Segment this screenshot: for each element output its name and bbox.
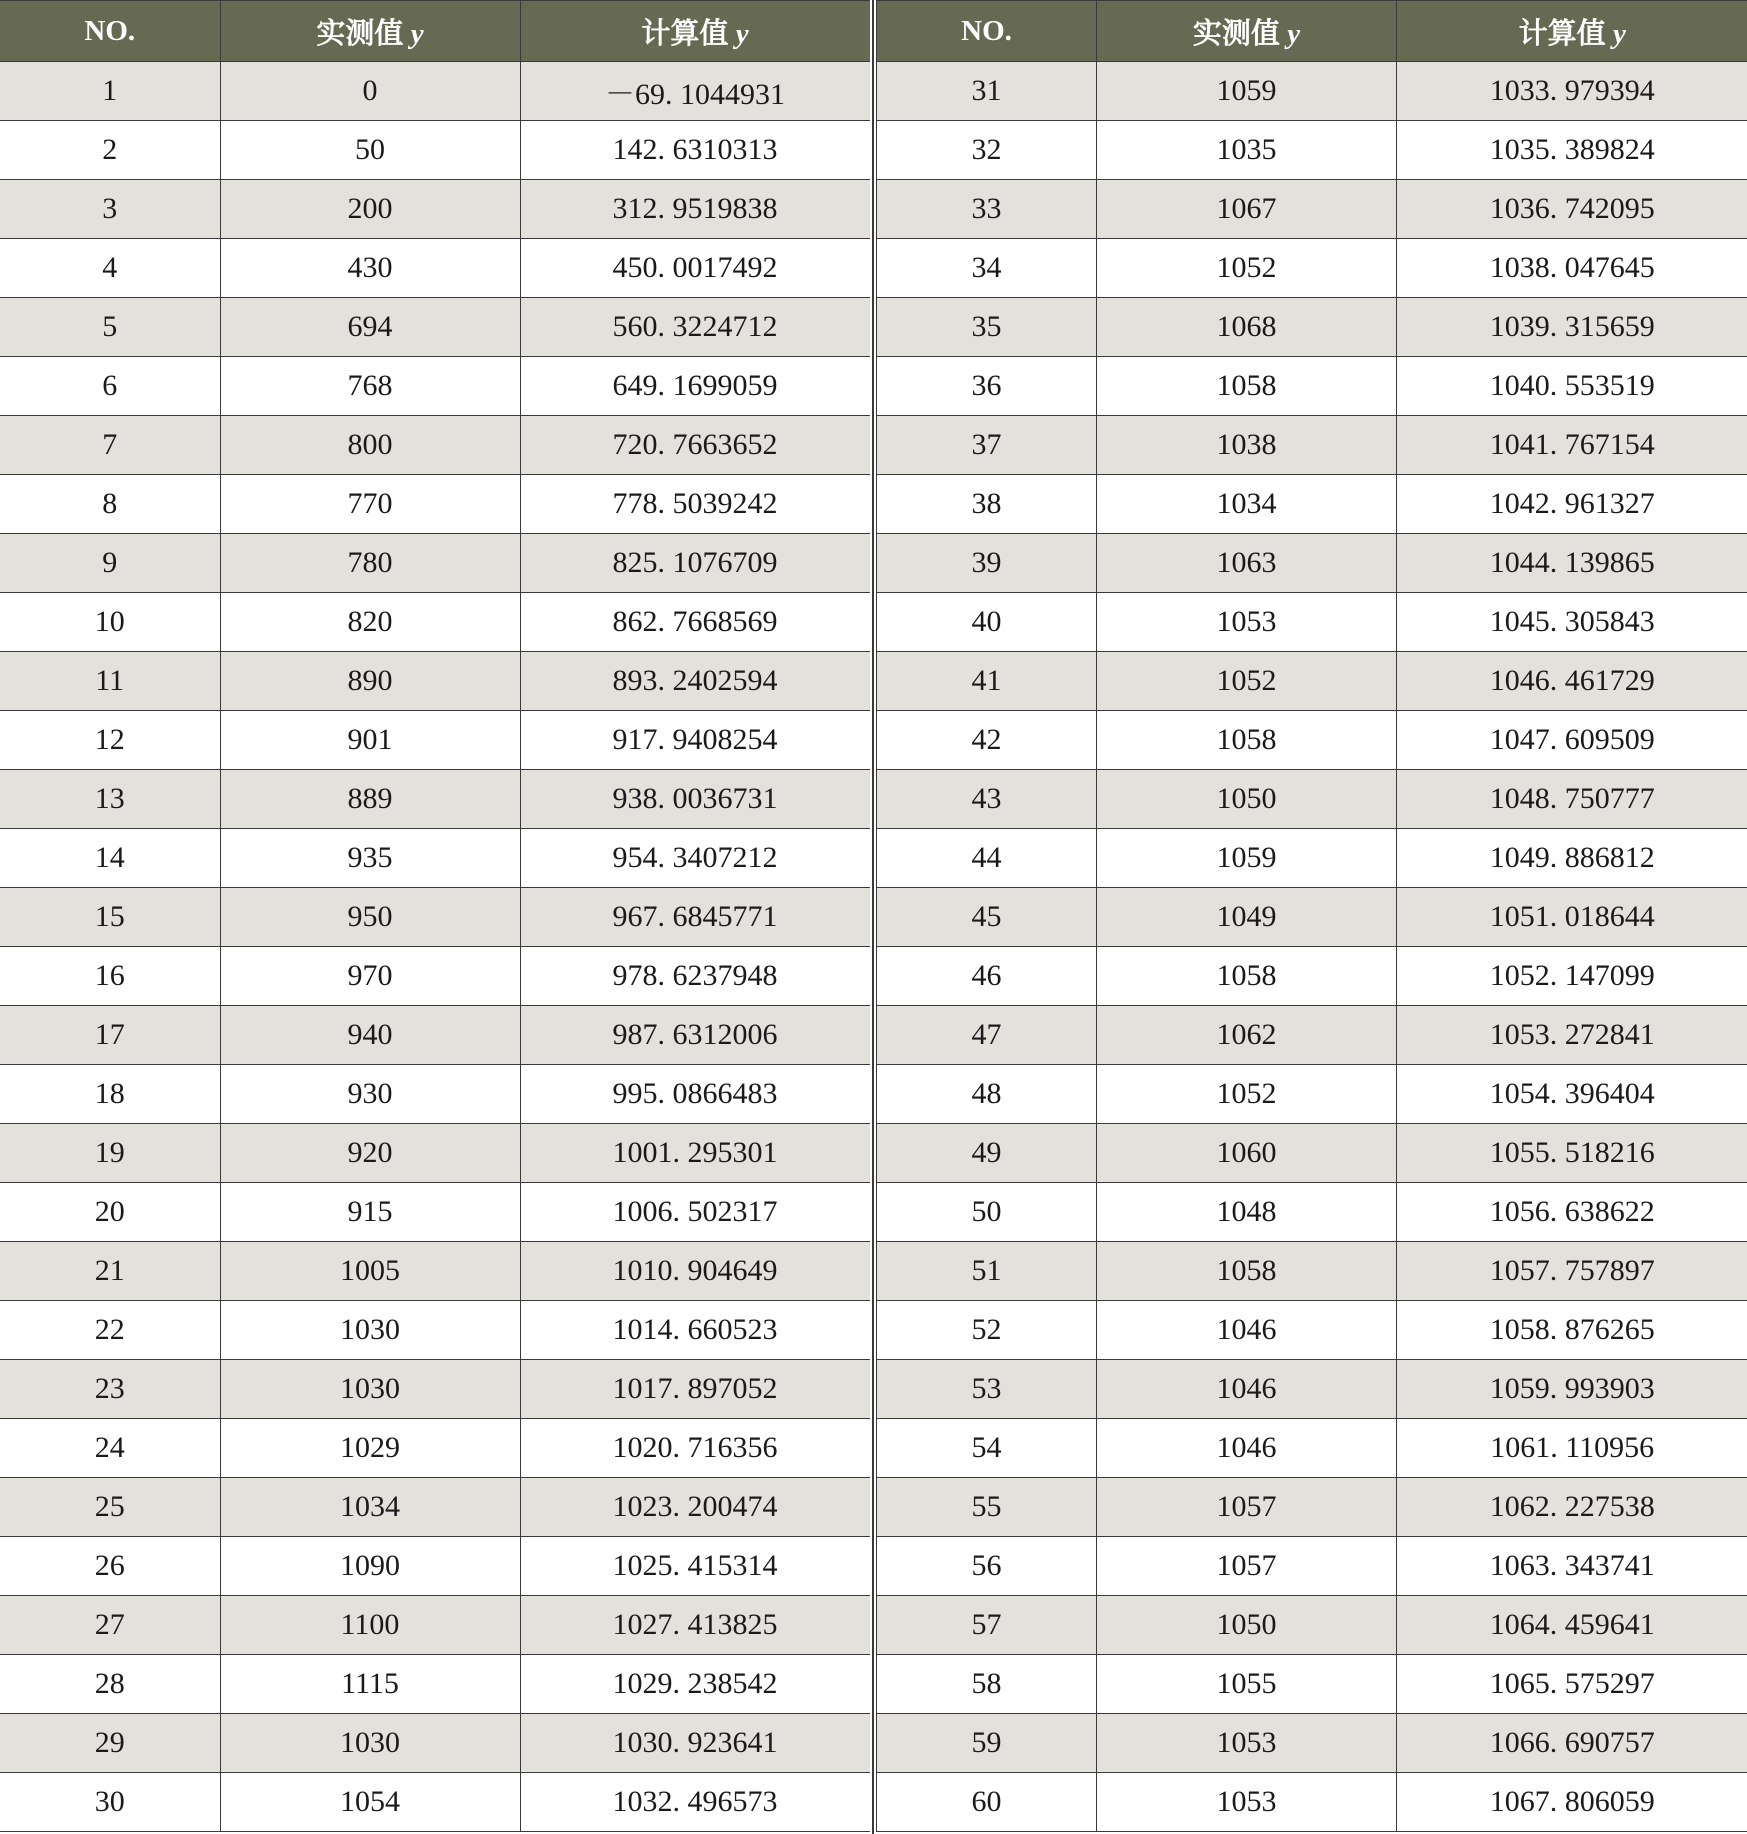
table-row <box>0 1006 870 1065</box>
cell-no: 53 <box>877 1360 1097 1419</box>
table-row <box>877 888 1747 947</box>
cell-calculated-y: 1063. 343741 <box>1397 1537 1747 1596</box>
cell-no: 34 <box>877 239 1097 298</box>
cell-no: 43 <box>877 770 1097 829</box>
cell-no: 32 <box>877 121 1097 180</box>
cell-no: 22 <box>0 1301 220 1360</box>
cell-calculated-y: 1048. 750777 <box>1397 770 1747 829</box>
col-header-measured-label: 实测值 <box>316 17 411 50</box>
cell-no: 30 <box>0 1773 220 1832</box>
table-row <box>877 239 1747 298</box>
cell-calculated-y: 1057. 757897 <box>1397 1242 1747 1301</box>
cell-measured-y: 1005 <box>220 1242 520 1301</box>
cell-calculated-y: 954. 3407212 <box>520 829 870 888</box>
cell-no: 44 <box>877 829 1097 888</box>
cell-measured-y: 1029 <box>220 1419 520 1478</box>
table-row <box>0 888 870 947</box>
cell-no: 41 <box>877 652 1097 711</box>
cell-calculated-y: 1025. 415314 <box>520 1537 870 1596</box>
cell-no: 40 <box>877 593 1097 652</box>
cell-no: 17 <box>0 1006 220 1065</box>
cell-measured-y: 800 <box>220 416 520 475</box>
cell-calculated-y: 1040. 553519 <box>1397 357 1747 416</box>
table-row <box>877 1537 1747 1596</box>
table-row <box>0 1242 870 1301</box>
cell-measured-y: 935 <box>220 829 520 888</box>
table-row <box>0 1183 870 1242</box>
cell-measured-y: 901 <box>220 711 520 770</box>
cell-no: 10 <box>0 593 220 652</box>
cell-measured-y: 1046 <box>1097 1419 1397 1478</box>
cell-measured-y: 889 <box>220 770 520 829</box>
cell-calculated-y: 1051. 018644 <box>1397 888 1747 947</box>
cell-measured-y: 1060 <box>1097 1124 1397 1183</box>
cell-calculated-y: 1006. 502317 <box>520 1183 870 1242</box>
cell-no: 5 <box>0 298 220 357</box>
cell-calculated-y: 1044. 139865 <box>1397 534 1747 593</box>
table-row <box>0 475 870 534</box>
table-row <box>0 1655 870 1714</box>
cell-no: 46 <box>877 947 1097 1006</box>
cell-measured-y: 890 <box>220 652 520 711</box>
table-row <box>0 121 870 180</box>
table-row <box>877 475 1747 534</box>
cell-measured-y: 1052 <box>1097 652 1397 711</box>
table-row <box>877 1419 1747 1478</box>
table-row <box>0 1419 870 1478</box>
table-row <box>0 239 870 298</box>
cell-calculated-y: 978. 6237948 <box>520 947 870 1006</box>
cell-calculated-y: 1053. 272841 <box>1397 1006 1747 1065</box>
cell-no: 28 <box>0 1655 220 1714</box>
cell-measured-y: 930 <box>220 1065 520 1124</box>
col-header-no-label: NO. <box>961 14 1012 47</box>
cell-no: 54 <box>877 1419 1097 1478</box>
table-row <box>877 62 1747 121</box>
cell-no: 59 <box>877 1714 1097 1773</box>
table-row <box>877 121 1747 180</box>
cell-measured-y: 1057 <box>1097 1537 1397 1596</box>
cell-no: 47 <box>877 1006 1097 1065</box>
cell-measured-y: 970 <box>220 947 520 1006</box>
cell-no: 57 <box>877 1596 1097 1655</box>
cell-no: 55 <box>877 1478 1097 1537</box>
cell-no: 56 <box>877 1537 1097 1596</box>
cell-calculated-y: 1042. 961327 <box>1397 475 1747 534</box>
cell-calculated-y: 1030. 923641 <box>520 1714 870 1773</box>
table-panel-right <box>876 0 1747 1832</box>
table-row <box>877 1773 1747 1832</box>
cell-no: 33 <box>877 180 1097 239</box>
cell-no: 42 <box>877 711 1097 770</box>
table-row <box>877 1478 1747 1537</box>
cell-calculated-y: 825. 1076709 <box>520 534 870 593</box>
cell-calculated-y: 1061. 110956 <box>1397 1419 1747 1478</box>
table-row <box>0 1714 870 1773</box>
cell-no: 25 <box>0 1478 220 1537</box>
cell-measured-y: 1030 <box>220 1714 520 1773</box>
table-row <box>877 1124 1747 1183</box>
cell-measured-y: 1059 <box>1097 829 1397 888</box>
cell-calculated-y: 862. 7668569 <box>520 593 870 652</box>
cell-no: 50 <box>877 1183 1097 1242</box>
table-row <box>877 1360 1747 1419</box>
table-row <box>0 416 870 475</box>
cell-calculated-y: 649. 1699059 <box>520 357 870 416</box>
table-row <box>0 534 870 593</box>
cell-calculated-y: 1052. 147099 <box>1397 947 1747 1006</box>
cell-calculated-y: 450. 0017492 <box>520 239 870 298</box>
cell-measured-y: 1050 <box>1097 1596 1397 1655</box>
cell-measured-y: 820 <box>220 593 520 652</box>
table-row <box>877 947 1747 1006</box>
cell-calculated-y: 312. 9519838 <box>520 180 870 239</box>
cell-measured-y: 1067 <box>1097 180 1397 239</box>
cell-measured-y: 915 <box>220 1183 520 1242</box>
cell-no: 9 <box>0 534 220 593</box>
cell-measured-y: 1062 <box>1097 1006 1397 1065</box>
cell-no: 51 <box>877 1242 1097 1301</box>
table-row <box>877 1183 1747 1242</box>
cell-calculated-y: 1039. 315659 <box>1397 298 1747 357</box>
table-row <box>0 829 870 888</box>
table-row <box>877 416 1747 475</box>
col-header-no <box>877 1 1097 62</box>
table-row <box>877 1242 1747 1301</box>
cell-calculated-y: 1049. 886812 <box>1397 829 1747 888</box>
cell-measured-y: 1034 <box>1097 475 1397 534</box>
cell-measured-y: 50 <box>220 121 520 180</box>
panel-separator-rule <box>872 0 874 1834</box>
cell-calculated-y: 893. 2402594 <box>520 652 870 711</box>
cell-measured-y: 780 <box>220 534 520 593</box>
col-header-calculated-var: y <box>1612 17 1626 50</box>
table-row <box>0 1596 870 1655</box>
cell-no: 18 <box>0 1065 220 1124</box>
table-row <box>877 1065 1747 1124</box>
col-header-measured-label: 实测值 <box>1192 17 1288 50</box>
table-row <box>877 1596 1747 1655</box>
cell-no: 14 <box>0 829 220 888</box>
cell-calculated-y: 1035. 389824 <box>1397 121 1747 180</box>
cell-no: 2 <box>0 121 220 180</box>
cell-no: 7 <box>0 416 220 475</box>
cell-no: 48 <box>877 1065 1097 1124</box>
cell-calculated-y: 1062. 227538 <box>1397 1478 1747 1537</box>
table-row <box>877 829 1747 888</box>
col-header-calculated-label: 计算值 <box>1518 17 1613 50</box>
cell-measured-y: 1058 <box>1097 357 1397 416</box>
cell-no: 37 <box>877 416 1097 475</box>
col-header-measured <box>220 1 520 62</box>
table-row <box>0 711 870 770</box>
table-row <box>877 652 1747 711</box>
table-body-right <box>877 62 1747 1832</box>
table-row <box>0 1360 870 1419</box>
cell-calculated-y: 1054. 396404 <box>1397 1065 1747 1124</box>
cell-no: 11 <box>0 652 220 711</box>
cell-calculated-y: 778. 5039242 <box>520 475 870 534</box>
table-row <box>877 1006 1747 1065</box>
cell-calculated-y: 1046. 461729 <box>1397 652 1747 711</box>
table-row <box>877 180 1747 239</box>
table-row <box>877 298 1747 357</box>
cell-measured-y: 1048 <box>1097 1183 1397 1242</box>
cell-measured-y: 1058 <box>1097 947 1397 1006</box>
cell-measured-y: 1050 <box>1097 770 1397 829</box>
cell-calculated-y: 1065. 575297 <box>1397 1655 1747 1714</box>
cell-measured-y: 770 <box>220 475 520 534</box>
cell-no: 8 <box>0 475 220 534</box>
cell-calculated-y: 1045. 305843 <box>1397 593 1747 652</box>
header-row <box>0 1 870 62</box>
cell-measured-y: 200 <box>220 180 520 239</box>
table-row <box>0 357 870 416</box>
cell-no: 13 <box>0 770 220 829</box>
cell-measured-y: 1052 <box>1097 239 1397 298</box>
cell-no: 16 <box>0 947 220 1006</box>
col-header-measured <box>1097 1 1397 62</box>
table-panel-left <box>0 0 871 1832</box>
cell-measured-y: 1046 <box>1097 1301 1397 1360</box>
cell-measured-y: 1030 <box>220 1301 520 1360</box>
cell-measured-y: 1057 <box>1097 1478 1397 1537</box>
header-row <box>877 1 1747 62</box>
cell-no: 45 <box>877 888 1097 947</box>
cell-measured-y: 1052 <box>1097 1065 1397 1124</box>
cell-calculated-y: 1033. 979394 <box>1397 62 1747 121</box>
cell-calculated-y: 1047. 609509 <box>1397 711 1747 770</box>
cell-no: 35 <box>877 298 1097 357</box>
cell-calculated-y: 1036. 742095 <box>1397 180 1747 239</box>
cell-no: 26 <box>0 1537 220 1596</box>
cell-no: 27 <box>0 1596 220 1655</box>
cell-no: 39 <box>877 534 1097 593</box>
cell-no: 29 <box>0 1714 220 1773</box>
cell-no: 36 <box>877 357 1097 416</box>
cell-calculated-y: 1020. 716356 <box>520 1419 870 1478</box>
cell-measured-y: 1055 <box>1097 1655 1397 1714</box>
table-row <box>877 357 1747 416</box>
cell-calculated-y: 560. 3224712 <box>520 298 870 357</box>
cell-measured-y: 1063 <box>1097 534 1397 593</box>
cell-calculated-y: 917. 9408254 <box>520 711 870 770</box>
cell-measured-y: 1058 <box>1097 711 1397 770</box>
cell-calculated-y: 1067. 806059 <box>1397 1773 1747 1832</box>
cell-measured-y: 1049 <box>1097 888 1397 947</box>
cell-calculated-y: 1058. 876265 <box>1397 1301 1747 1360</box>
table-row <box>0 1124 870 1183</box>
cell-calculated-y: 142. 6310313 <box>520 121 870 180</box>
cell-no: 19 <box>0 1124 220 1183</box>
table-row <box>0 62 870 121</box>
cell-calculated-y: 1001. 295301 <box>520 1124 870 1183</box>
cell-measured-y: 1059 <box>1097 62 1397 121</box>
cell-no: 21 <box>0 1242 220 1301</box>
cell-measured-y: 1030 <box>220 1360 520 1419</box>
table-row <box>0 1537 870 1596</box>
cell-calculated-y: 1010. 904649 <box>520 1242 870 1301</box>
table-row <box>877 593 1747 652</box>
cell-calculated-y: 1014. 660523 <box>520 1301 870 1360</box>
table-row <box>877 770 1747 829</box>
table-row <box>0 593 870 652</box>
col-header-measured-var: y <box>410 17 424 50</box>
cell-measured-y: 1034 <box>220 1478 520 1537</box>
cell-calculated-y: －69. 1044931 <box>520 62 870 121</box>
cell-calculated-y: 1055. 518216 <box>1397 1124 1747 1183</box>
cell-measured-y: 0 <box>220 62 520 121</box>
table-row <box>877 534 1747 593</box>
table-row <box>877 1655 1747 1714</box>
col-header-no-label: NO. <box>84 14 136 47</box>
cell-calculated-y: 967. 6845771 <box>520 888 870 947</box>
cell-calculated-y: 1041. 767154 <box>1397 416 1747 475</box>
cell-no: 12 <box>0 711 220 770</box>
cell-no: 24 <box>0 1419 220 1478</box>
table-row <box>0 770 870 829</box>
cell-measured-y: 1046 <box>1097 1360 1397 1419</box>
cell-calculated-y: 1066. 690757 <box>1397 1714 1747 1773</box>
col-header-calculated-var: y <box>735 17 749 50</box>
cell-no: 60 <box>877 1773 1097 1832</box>
table-row <box>0 947 870 1006</box>
cell-calculated-y: 1059. 993903 <box>1397 1360 1747 1419</box>
table-row <box>877 1714 1747 1773</box>
col-header-calculated <box>520 1 870 62</box>
col-header-calculated-label: 计算值 <box>641 17 736 50</box>
table-row <box>0 298 870 357</box>
col-header-no <box>0 1 220 62</box>
cell-no: 31 <box>877 62 1097 121</box>
cell-measured-y: 1053 <box>1097 1773 1397 1832</box>
cell-measured-y: 1115 <box>220 1655 520 1714</box>
cell-no: 4 <box>0 239 220 298</box>
cell-calculated-y: 1038. 047645 <box>1397 239 1747 298</box>
cell-calculated-y: 720. 7663652 <box>520 416 870 475</box>
cell-no: 52 <box>877 1301 1097 1360</box>
cell-measured-y: 1053 <box>1097 1714 1397 1773</box>
col-header-calculated <box>1397 1 1747 62</box>
cell-measured-y: 1053 <box>1097 593 1397 652</box>
cell-calculated-y: 995. 0866483 <box>520 1065 870 1124</box>
cell-measured-y: 1035 <box>1097 121 1397 180</box>
cell-no: 49 <box>877 1124 1097 1183</box>
cell-calculated-y: 987. 6312006 <box>520 1006 870 1065</box>
table-row <box>0 652 870 711</box>
col-header-measured-var: y <box>1287 17 1301 50</box>
cell-no: 20 <box>0 1183 220 1242</box>
cell-measured-y: 768 <box>220 357 520 416</box>
table-row <box>877 1301 1747 1360</box>
cell-no: 23 <box>0 1360 220 1419</box>
cell-no: 3 <box>0 180 220 239</box>
cell-measured-y: 1090 <box>220 1537 520 1596</box>
table-body-left <box>0 62 870 1832</box>
cell-no: 6 <box>0 357 220 416</box>
cell-measured-y: 920 <box>220 1124 520 1183</box>
cell-calculated-y: 1027. 413825 <box>520 1596 870 1655</box>
table-row <box>0 1773 870 1832</box>
table-row <box>877 711 1747 770</box>
cell-measured-y: 1058 <box>1097 1242 1397 1301</box>
cell-measured-y: 950 <box>220 888 520 947</box>
table-row <box>0 180 870 239</box>
cell-measured-y: 694 <box>220 298 520 357</box>
cell-no: 15 <box>0 888 220 947</box>
cell-calculated-y: 1029. 238542 <box>520 1655 870 1714</box>
cell-no: 1 <box>0 62 220 121</box>
table-row <box>0 1478 870 1537</box>
cell-calculated-y: 1023. 200474 <box>520 1478 870 1537</box>
table-row <box>0 1301 870 1360</box>
cell-calculated-y: 1056. 638622 <box>1397 1183 1747 1242</box>
table-row <box>0 1065 870 1124</box>
cell-measured-y: 1100 <box>220 1596 520 1655</box>
cell-measured-y: 1038 <box>1097 416 1397 475</box>
cell-no: 38 <box>877 475 1097 534</box>
cell-measured-y: 1068 <box>1097 298 1397 357</box>
cell-calculated-y: 1064. 459641 <box>1397 1596 1747 1655</box>
cell-measured-y: 940 <box>220 1006 520 1065</box>
cell-calculated-y: 1017. 897052 <box>520 1360 870 1419</box>
cell-measured-y: 430 <box>220 239 520 298</box>
cell-no: 58 <box>877 1655 1097 1714</box>
cell-calculated-y: 1032. 496573 <box>520 1773 870 1832</box>
cell-measured-y: 1054 <box>220 1773 520 1832</box>
cell-calculated-y: 938. 0036731 <box>520 770 870 829</box>
